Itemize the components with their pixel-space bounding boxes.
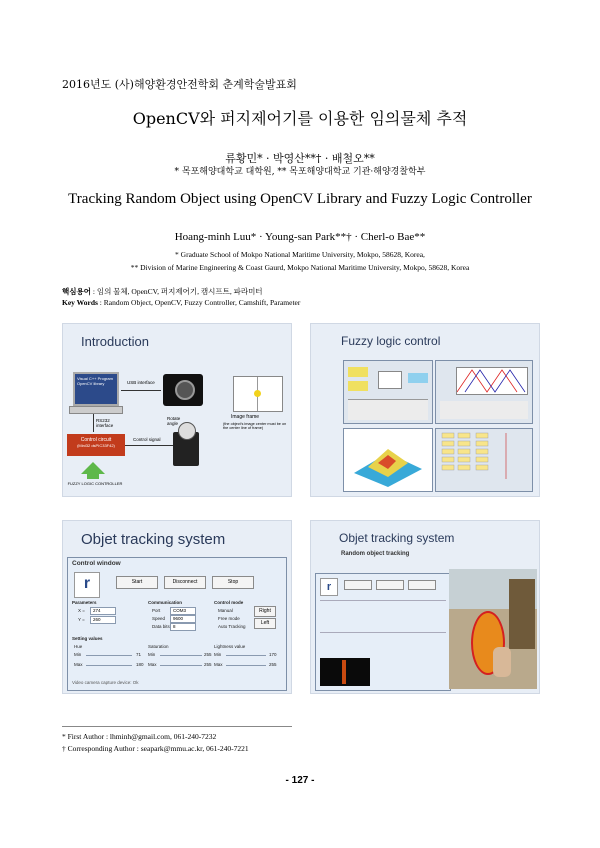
stop-button-2[interactable]	[408, 580, 436, 590]
random-tracking-control-window	[315, 573, 451, 691]
conference-header: 2016년도 (사)해양환경안전학회 춘계학술발표회	[62, 78, 297, 91]
camera-feed	[449, 569, 537, 689]
port-select[interactable]: COM3	[170, 607, 196, 615]
membership-window	[435, 360, 533, 424]
control-circuit-label: Control circuit	[80, 437, 112, 443]
light-min-label: Min	[214, 652, 222, 657]
fis-rule-block	[378, 371, 402, 389]
control-circuit-box	[67, 434, 125, 456]
free-mode-radio[interactable]: Free mode	[218, 616, 240, 621]
usb-label: USB interface	[127, 380, 155, 385]
slide-fuzzy-title: Fuzzy logic control	[341, 334, 441, 348]
y-label: Y =	[78, 617, 85, 622]
control-signal-label: Control signal	[133, 437, 161, 442]
membership-plot	[456, 367, 528, 395]
footnote-first-author: * First Author : lhminh@gmail.com, 061-240-7232	[62, 732, 217, 741]
servo-horn-icon	[178, 422, 196, 440]
start-button[interactable]: Start	[116, 576, 158, 589]
english-keywords-label: Key Words	[62, 298, 98, 307]
membership-curves	[457, 368, 527, 394]
slide-tracking-random	[310, 520, 540, 694]
sat-min-value: 255	[204, 652, 212, 657]
slide-introduction-title: Introduction	[81, 334, 149, 349]
korean-keywords	[62, 286, 263, 297]
control-circuit-sub: (Mini32 dsPIC33F42)	[77, 443, 115, 448]
surface-viewer-window	[343, 428, 433, 492]
light-min-value: 170	[269, 652, 277, 657]
sat-min-slider[interactable]	[160, 655, 202, 656]
light-max-slider[interactable]	[226, 665, 266, 666]
light-min-slider[interactable]	[226, 655, 266, 656]
korean-authors: 류황민* · 박영산**† · 배철오**	[225, 152, 375, 165]
hue-max-slider[interactable]	[86, 665, 132, 666]
korean-keywords-text: : 임의 물체, OpenCV, 퍼지제어기, 캠시프트, 파라미터	[92, 287, 263, 296]
control-window	[67, 557, 287, 691]
hue-max-value: 180	[136, 662, 144, 667]
hue-max-label: Max	[74, 662, 83, 667]
image-frame-note: (the object's image center must be on the center line of frame)	[223, 422, 287, 430]
usb-line	[121, 390, 161, 391]
saturation-label: Saturation	[148, 644, 169, 649]
english-authors: Hoang-minh Luu* · Young-san Park**† · Cherl-o Bae**	[174, 231, 426, 243]
databits-label: Data bits	[152, 624, 170, 629]
threshold-blob	[342, 660, 346, 684]
pc-monitor	[73, 372, 119, 406]
korean-keywords-label: 핵심용어	[62, 287, 91, 296]
hue-label: Hue	[74, 644, 83, 649]
parameters-label: Parameters	[72, 600, 97, 605]
sat-min-label: Min	[148, 652, 156, 657]
right-button[interactable]: Right	[254, 606, 276, 617]
disconnect-button-2[interactable]	[376, 580, 404, 590]
footnote-divider	[62, 726, 292, 727]
params-panel-2	[320, 600, 446, 629]
disconnect-button[interactable]: Disconnect	[164, 576, 206, 589]
control-window-title: Control window	[72, 560, 121, 567]
rule-viewer-window	[435, 428, 533, 492]
camera-lens-icon	[175, 380, 195, 400]
rotate-angle-label: Rotate angle	[167, 416, 181, 426]
fis-input-block	[348, 367, 368, 377]
threshold-preview	[320, 658, 370, 686]
sat-max-label: Max	[148, 662, 157, 667]
pc-screen-text: Visual C++ Program OpenCV library	[77, 376, 113, 386]
surface-plot	[344, 429, 432, 491]
left-button[interactable]: Left	[254, 618, 276, 629]
rs232-label: RS232 interface	[96, 418, 114, 428]
page-number: - 127 -	[285, 775, 315, 786]
settings-panel-2	[320, 632, 446, 655]
object-dot-icon	[254, 390, 261, 397]
image-frame-box	[233, 376, 283, 412]
x-value-field[interactable]: 274	[90, 607, 116, 615]
setting-values-label: Setting values	[72, 636, 103, 641]
y-value-field[interactable]: 260	[90, 616, 116, 624]
fis-output-block	[408, 373, 428, 383]
image-frame-label: Image frame	[231, 414, 260, 420]
hue-min-label: Min	[74, 652, 82, 657]
fuzzy-controller-label: FUZZY LOGIC CONTROLLER	[67, 481, 123, 486]
control-signal-line	[125, 445, 173, 446]
hue-min-slider[interactable]	[86, 655, 132, 656]
arrow-stem	[87, 473, 99, 479]
fuzzy-editor-window	[343, 360, 433, 424]
footnote-corresponding-author: † Corresponding Author : seapark@mmu.ac.kr, 061-240-7221	[62, 744, 249, 753]
logo-letter-2: r	[320, 578, 338, 596]
light-max-value: 255	[269, 662, 277, 667]
slide-tracking-title-2: Objet tracking system	[339, 531, 455, 545]
fis-properties	[348, 399, 428, 420]
light-max-label: Max	[214, 662, 223, 667]
rs232-line	[93, 414, 94, 432]
slide-tracking-control	[62, 520, 292, 694]
english-title: Tracking Random Object using OpenCV Library and Fuzzy Logic Controller	[68, 191, 532, 207]
port-label: Port	[152, 608, 161, 613]
slide-fuzzy-logic	[310, 323, 540, 497]
logo-letter: r	[74, 572, 100, 598]
manual-radio[interactable]: Manual	[218, 608, 233, 613]
slide-tracking-title-1: Objet tracking system	[81, 531, 226, 548]
fis-input-block-2	[348, 381, 368, 391]
slide-introduction	[62, 323, 292, 497]
auto-tracking-radio[interactable]: Auto Tracking	[218, 624, 246, 629]
control-mode-label: Control mode	[214, 600, 244, 605]
english-affiliation-2: ** Division of Marine Engineering & Coast Gaurd, Mokpo National Maritime University, Mokpo, 58628, Korea	[130, 263, 470, 272]
status-bar: Video camera capture device: Ok	[72, 680, 139, 685]
keyboard	[69, 406, 123, 414]
rule-viewer-grid	[436, 429, 532, 491]
english-affiliation-1: * Graduate School of Mokpo National Maritime University, Mokpo, 58628, Korea,	[175, 250, 425, 259]
speed-label: Speed	[152, 616, 166, 621]
english-keywords	[62, 298, 300, 307]
stop-button[interactable]: Stop	[212, 576, 254, 589]
communication-label: Communication	[148, 600, 183, 605]
random-tracking-window-title: Random object tracking	[341, 551, 410, 557]
start-button-2[interactable]	[344, 580, 372, 590]
speed-field[interactable]: 9600	[170, 615, 196, 623]
x-label: X =	[78, 608, 85, 613]
databits-field[interactable]: 8	[170, 623, 196, 631]
sat-max-value: 255	[204, 662, 212, 667]
korean-title: OpenCV와 퍼지제어기를 이용한 임의물체 추적	[132, 109, 468, 128]
lightness-label: Lightness value	[214, 644, 246, 649]
hand-icon	[493, 647, 511, 677]
sat-max-slider[interactable]	[160, 665, 202, 666]
camera-feed-shelf	[509, 579, 535, 649]
hue-min-value: 71	[136, 652, 142, 657]
english-keywords-text: : Random Object, OpenCV, Fuzzy Controller, Camshift, Parameter	[99, 298, 301, 307]
membership-properties	[440, 401, 528, 419]
korean-affiliation: * 목포해양대학교 대학원, ** 목포해양대학교 기관·해양경찰학부	[174, 167, 426, 177]
